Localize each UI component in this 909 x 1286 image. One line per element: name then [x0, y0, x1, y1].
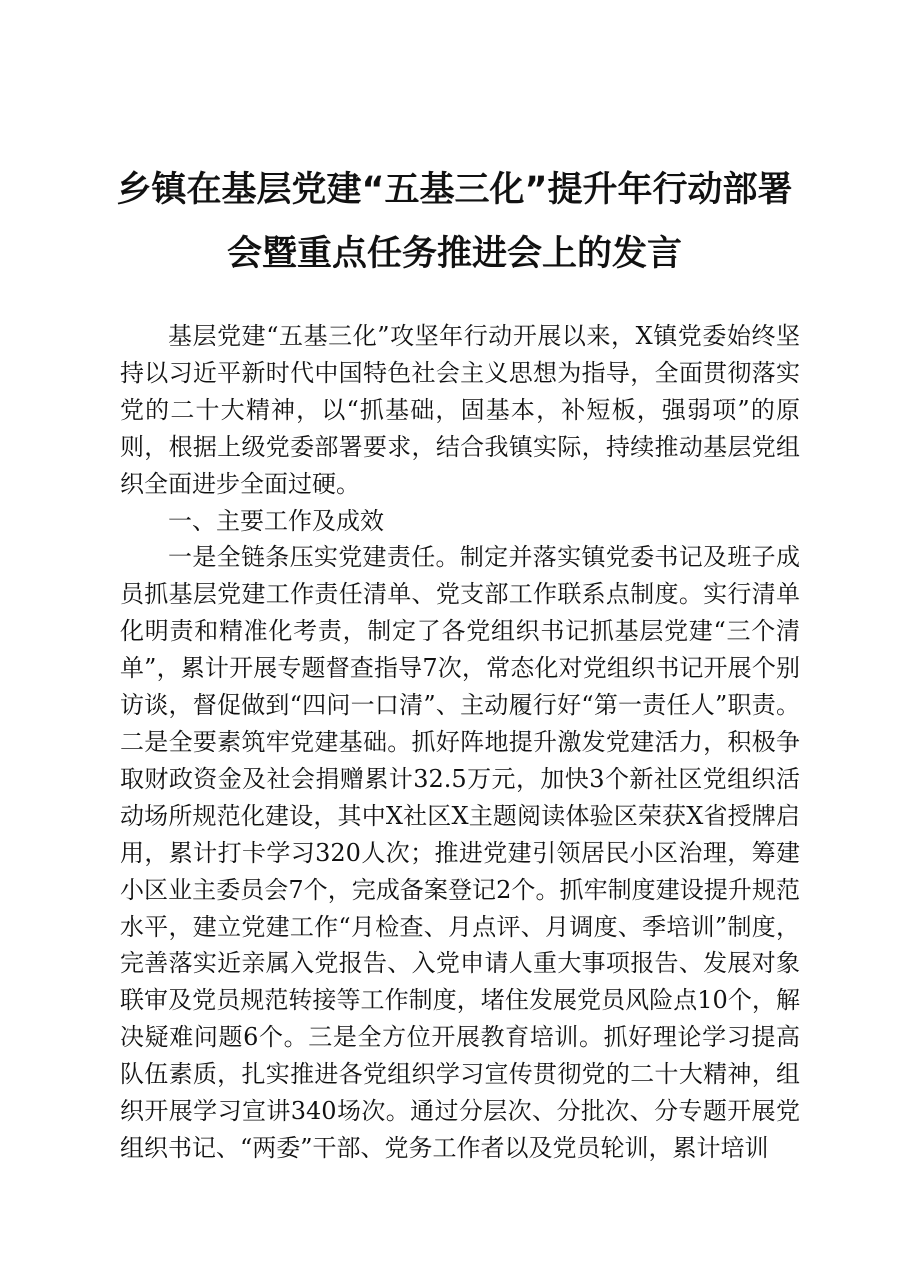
paragraph-main-work: 一是全链条压实党建责任。制定并落实镇党委书记及班子成员抓基层党建工作责任清单、党支部工作联系点制度。实行清单化明责和精准化考责，制定了各党组织书记抓基层党建“三个清单”，累计开展专题督查指导7次，常态化对党组织书记开展个别访谈，督促做到“四问一口清”、主动履行好“第一责任人”职责。二是全要素筑牢党建基础。抓好阵地提升激发党建活力，积极争取财政资金及社会捐赠累计32.5万元，加快3个新社区党组织活动场所规范化建设，其中X社区X主题阅读体验区荣获X省授牌启用，累计打卡学习320人次；推进党建引领居民小区治理，筹建小区业主委员会7个，完成备案登记2个。抓牢制度建设提升规范水平，建立党建工作“月检查、月点评、月调度、季培训”制度，完善落实近亲属入党报告、入党申请人重大事项报告、发展对象联审及党员规范转接等工作制度，堵住发展党员风险点10个，解决疑难问题6个。三是全方位开展教育培训。抓好理论学习提高队伍素质，扎实推进各党组织学习宣传贯彻党的二十大精神，组织开展学习宣讲340场次。通过分层次、分批次、分专题开展党组织书记、“两委”干部、党务工作者以及党员轮训，累计培训	[120, 543, 800, 1162]
document-title-line-1: 乡镇在基层党建“五基三化”提升年行动部署	[116, 170, 793, 210]
section-heading: 一、主要工作及成效	[168, 506, 384, 535]
paragraph-intro: 基层党建“五基三化”攻坚年行动开展以来，X镇党委始终坚持以习近平新时代中国特色社会主义思想为指导，全面贯彻落实党的二十大精神，以“抓基础，固基本，补短板，强弱项”的原则，根据上级党委部署要求，结合我镇实际，持续推动基层党组织全面进步全面过硬。	[120, 322, 800, 498]
document-title-line-2: 会暨重点任务推进会上的发言	[226, 234, 682, 274]
document-body	[120, 318, 800, 1167]
